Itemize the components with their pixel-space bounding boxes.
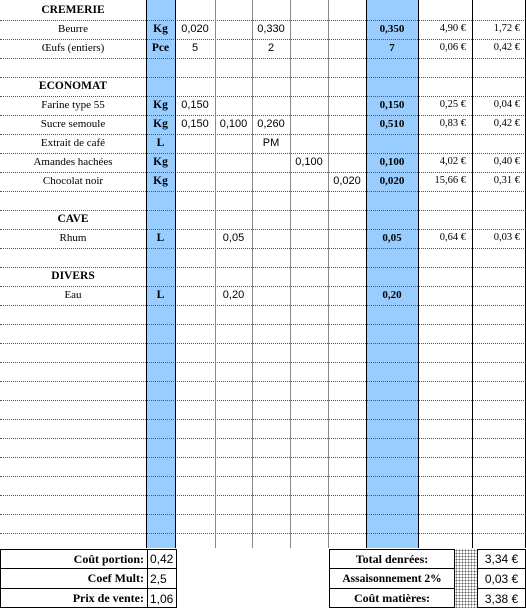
assaisonnement-label: Assaisonnement 2% xyxy=(342,572,442,585)
quantity-cell: 0,020 xyxy=(333,175,361,187)
quantity-cell xyxy=(328,153,366,172)
quantity-cell xyxy=(252,172,290,191)
quantity-cell xyxy=(328,115,366,134)
column-gridline xyxy=(472,0,473,548)
quantity-cell xyxy=(175,153,215,172)
quantity-cell xyxy=(215,153,252,172)
unit-price xyxy=(418,286,472,305)
cout-portion-label: Coût portion: xyxy=(73,551,144,566)
quantity-cell: 0,020 xyxy=(181,23,209,35)
coef-mult-label: Coef Mult: xyxy=(87,571,144,585)
cout-portion-value: 0,42 xyxy=(150,552,174,566)
quantity-cell: PM xyxy=(262,137,280,149)
row-gridline xyxy=(0,191,526,192)
ingredient-name: Œufs (entiers) xyxy=(41,42,105,54)
line-cost: 0,42 € xyxy=(493,118,520,130)
total-quantity: 0,020 xyxy=(379,175,405,187)
section-title: CREMERIE xyxy=(41,3,105,16)
line-cost: 0,40 € xyxy=(493,156,520,168)
ingredient-unit: L xyxy=(156,136,165,149)
quantity-cell xyxy=(290,96,328,115)
ingredient-name: Farine type 55 xyxy=(41,99,105,111)
quantity-cell xyxy=(328,286,366,305)
unit-price xyxy=(418,134,472,153)
column-gridline xyxy=(328,0,329,548)
line-cost: 0,03 € xyxy=(493,232,520,244)
quantity-cell xyxy=(328,229,366,248)
row-gridline xyxy=(0,438,526,439)
quantity-cell xyxy=(215,134,252,153)
section-title: ECONOMAT xyxy=(38,79,108,92)
quantity-cell xyxy=(252,286,290,305)
quantity-cell xyxy=(215,20,252,39)
line-cost xyxy=(472,286,526,305)
row-gridline xyxy=(0,58,526,59)
quantity-cell: 0,260 xyxy=(257,118,285,130)
quantity-cell xyxy=(252,153,290,172)
total-denrees-value: 3,34 € xyxy=(484,552,519,566)
unit-price: 0,25 € xyxy=(439,99,466,111)
column-gridline xyxy=(290,0,291,548)
quantity-cell xyxy=(328,20,366,39)
ingredient-unit: Kg xyxy=(153,22,168,35)
quantity-cell: 5 xyxy=(191,42,199,54)
quantity-cell: 0,330 xyxy=(257,23,285,35)
cout-matieres-value: 3,38 € xyxy=(484,591,519,606)
quantity-cell xyxy=(175,286,215,305)
line-cost: 0,42 € xyxy=(493,42,520,54)
quantity-cell xyxy=(328,39,366,58)
ingredient-unit: Kg xyxy=(153,155,168,168)
ingredient-name: Chocolat noir xyxy=(42,175,104,187)
column-gridline xyxy=(175,0,176,548)
ingredient-name: Eau xyxy=(64,289,82,301)
quantity-cell: 0,150 xyxy=(181,118,209,130)
quantity-cell xyxy=(215,39,252,58)
column-gridline xyxy=(366,0,367,548)
line-cost: 0,31 € xyxy=(493,175,520,187)
row-gridline xyxy=(0,324,526,325)
column-gridline xyxy=(418,0,419,548)
dotted-separator xyxy=(455,549,477,608)
unit-price: 0,64 € xyxy=(439,232,466,244)
ingredient-unit: Kg xyxy=(153,117,168,130)
line-cost: 1,72 € xyxy=(493,23,520,35)
ingredient-unit: Pce xyxy=(151,41,170,54)
quantity-cell xyxy=(252,96,290,115)
row-gridline xyxy=(0,495,526,496)
row-gridline xyxy=(0,457,526,458)
column-gridline xyxy=(252,0,253,548)
quantity-cell: 0,20 xyxy=(222,289,245,301)
quantity-cell: 0,05 xyxy=(222,232,245,244)
line-cost: 0,04 € xyxy=(493,99,520,111)
total-quantity: 0,05 xyxy=(382,232,402,244)
ingredient-name: Beurre xyxy=(58,23,88,35)
row-gridline xyxy=(0,381,526,382)
quantity-cell xyxy=(175,134,215,153)
quantity-cell xyxy=(290,134,328,153)
quantity-cell xyxy=(290,286,328,305)
section-title: DIVERS xyxy=(51,269,95,282)
quantity-cell: 2 xyxy=(267,42,275,54)
quantity-cell: 0,150 xyxy=(181,99,209,111)
quantity-cell xyxy=(215,96,252,115)
column-gridline xyxy=(146,0,147,548)
total-quantity: 0,350 xyxy=(379,23,405,35)
quantity-cell: 0,100 xyxy=(219,118,248,130)
total-column-highlight xyxy=(366,0,418,548)
line-cost xyxy=(472,134,526,153)
row-gridline xyxy=(0,343,526,344)
row-gridline xyxy=(0,514,526,515)
total-denrees-label: Total denrées: xyxy=(355,551,429,566)
total-quantity xyxy=(366,134,418,153)
quantity-cell xyxy=(290,115,328,134)
unit-price: 15,66 € xyxy=(434,175,466,187)
ingredient-name: Rhum xyxy=(59,232,87,244)
total-quantity: 0,100 xyxy=(379,156,405,168)
unit-column-highlight xyxy=(146,0,175,548)
coef-mult-value: 2,5 xyxy=(150,571,167,586)
column-gridline xyxy=(215,0,216,548)
ingredient-unit: L xyxy=(156,288,165,301)
ingredient-name: Sucre semoule xyxy=(40,118,106,130)
quantity-cell: 0,100 xyxy=(295,156,323,168)
row-gridline xyxy=(0,362,526,363)
total-quantity: 0,150 xyxy=(379,99,405,111)
ingredient-unit: L xyxy=(156,231,165,244)
row-gridline xyxy=(0,400,526,401)
unit-price: 0,83 € xyxy=(439,118,466,130)
row-gridline xyxy=(0,533,526,534)
quantity-cell xyxy=(328,96,366,115)
ingredient-unit: Kg xyxy=(153,174,168,187)
row-gridline xyxy=(0,305,526,306)
row-gridline xyxy=(0,248,526,249)
quantity-cell xyxy=(175,172,215,191)
total-quantity: 0,20 xyxy=(382,289,402,301)
total-quantity: 0,510 xyxy=(379,118,405,130)
unit-price: 4,90 € xyxy=(439,23,466,35)
ingredient-name: Amandes hachées xyxy=(33,156,113,168)
quantity-cell xyxy=(175,229,215,248)
total-quantity: 7 xyxy=(389,42,395,54)
quantity-cell xyxy=(290,229,328,248)
assaisonnement-value: 0,03 € xyxy=(484,571,519,586)
prix-vente-value: 1,06 xyxy=(150,591,174,606)
quantity-cell xyxy=(290,20,328,39)
quantity-cell xyxy=(215,172,252,191)
ingredient-unit: Kg xyxy=(153,98,168,111)
row-gridline xyxy=(0,419,526,420)
quantity-cell xyxy=(328,134,366,153)
quantity-cell xyxy=(290,172,328,191)
unit-price: 4,02 € xyxy=(439,156,466,168)
row-gridline xyxy=(0,476,526,477)
cout-matieres-label: Coût matières: xyxy=(353,591,431,605)
section-title: CAVE xyxy=(57,212,89,225)
quantity-cell xyxy=(290,39,328,58)
prix-vente-label: Prix de vente: xyxy=(72,591,144,605)
quantity-cell xyxy=(252,229,290,248)
unit-price: 0,06 € xyxy=(439,42,466,54)
ingredient-name: Extrait de café xyxy=(40,137,106,149)
